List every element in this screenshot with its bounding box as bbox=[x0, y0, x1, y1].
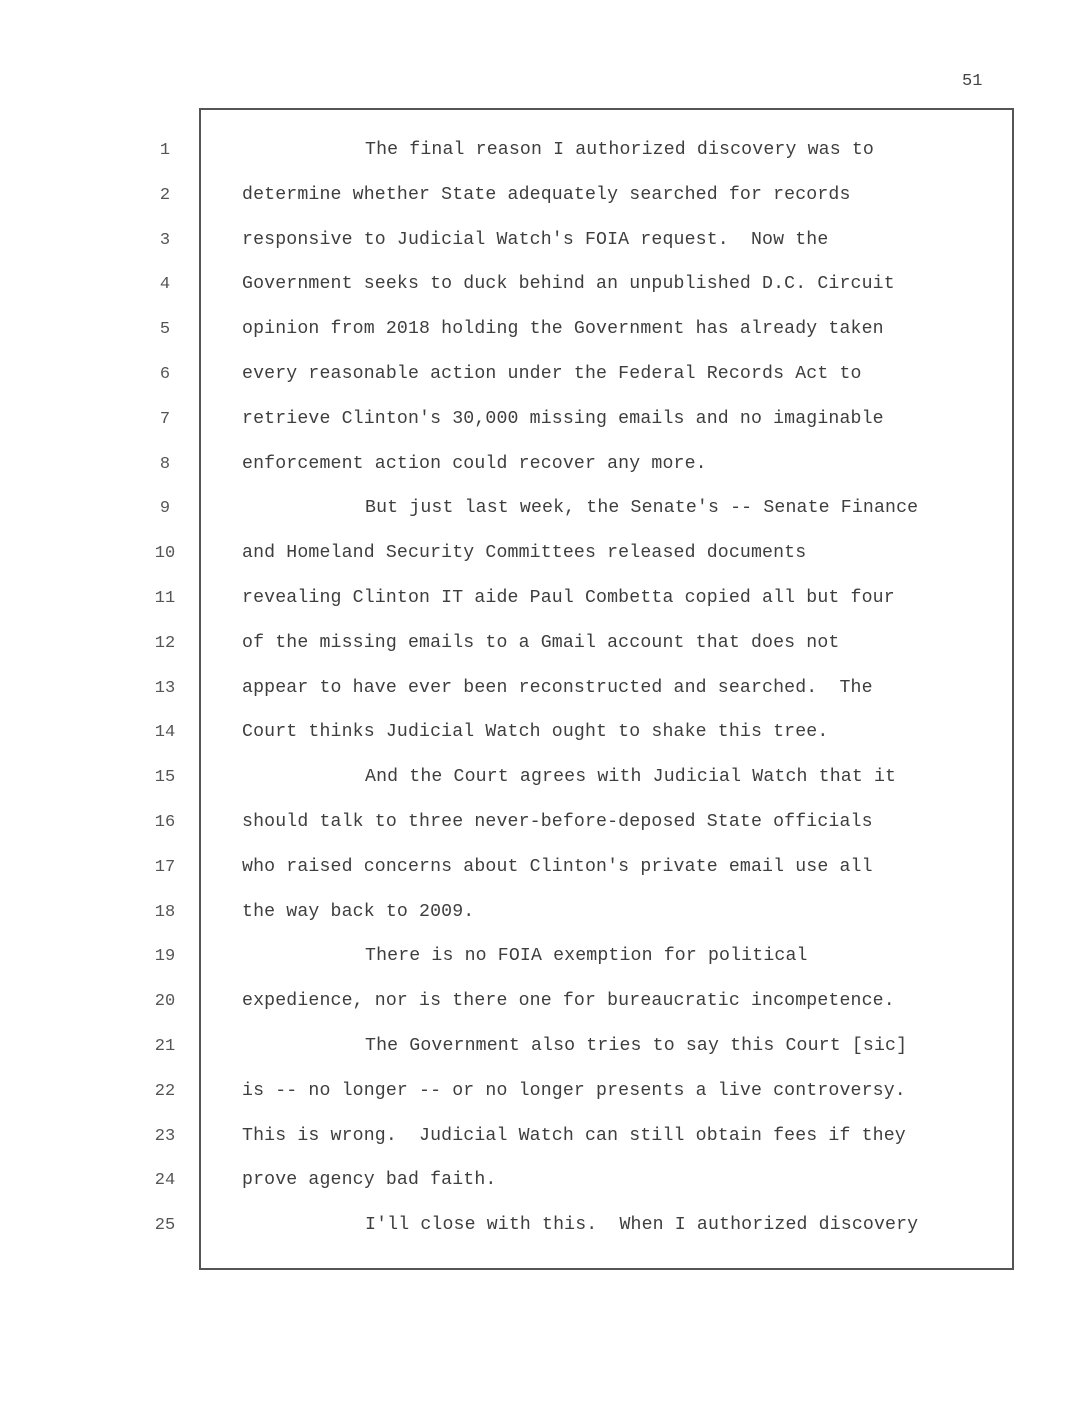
transcript-line: And the Court agrees with Judicial Watch that it bbox=[365, 767, 897, 788]
transcript-line: revealing Clinton IT aide Paul Combetta copied all but four bbox=[242, 588, 895, 608]
transcript-line: is -- no longer -- or no longer presents a live controversy. bbox=[242, 1080, 906, 1101]
transcript-line: responsive to Judicial Watch's FOIA request. Now the bbox=[242, 229, 829, 250]
line-number: 21 bbox=[154, 1037, 176, 1056]
transcript-line: Court thinks Judicial Watch ought to shake this tree. bbox=[242, 722, 829, 743]
line-number: 25 bbox=[154, 1216, 176, 1236]
line-number: 17 bbox=[154, 857, 176, 877]
transcript-line: retrieve Clinton's 30,000 missing emails and no imaginable bbox=[242, 408, 884, 429]
transcript-line: enforcement action could recover any more. bbox=[242, 453, 707, 474]
transcript-line: The final reason I authorized discovery was to bbox=[365, 140, 874, 160]
line-number: 19 bbox=[154, 947, 176, 967]
line-number: 8 bbox=[159, 454, 171, 474]
transcript-line: of the missing emails to a Gmail account that does not bbox=[242, 632, 840, 653]
line-number: 20 bbox=[154, 992, 176, 1012]
line-number: 5 bbox=[159, 320, 171, 340]
transcript-line: and Homeland Security Committees released documents bbox=[242, 543, 807, 564]
transcript-line: should talk to three never-before-deposed State officials bbox=[242, 812, 873, 832]
line-number: 11 bbox=[154, 589, 176, 608]
line-number: 7 bbox=[159, 409, 171, 429]
transcript-line: determine whether State adequately searched for records bbox=[242, 184, 851, 205]
transcript-line: expedience, nor is there one for bureaucratic incompetence. bbox=[242, 991, 895, 1012]
transcript-line: I'll close with this. When I authorized discovery bbox=[365, 1215, 919, 1236]
transcript-line: every reasonable action under the Federal Records Act to bbox=[242, 364, 862, 384]
transcript-line: opinion from 2018 holding the Government has already taken bbox=[242, 319, 884, 340]
line-number: 18 bbox=[154, 902, 176, 922]
transcript-line: Government seeks to duck behind an unpublished D.C. Circuit bbox=[242, 274, 895, 295]
transcript-line: The Government also tries to say this Court [sic] bbox=[365, 1036, 908, 1056]
line-number: 4 bbox=[159, 275, 171, 295]
transcript-line: This is wrong. Judicial Watch can still obtain fees if they bbox=[242, 1125, 906, 1146]
line-number: 6 bbox=[159, 365, 171, 384]
transcript-line: appear to have ever been reconstructed and searched. The bbox=[242, 677, 873, 698]
transcript-line: the way back to 2009. bbox=[242, 901, 475, 922]
page-number: 51 bbox=[962, 72, 983, 91]
line-number: 22 bbox=[154, 1081, 176, 1101]
transcript-line: There is no FOIA exemption for political bbox=[365, 946, 808, 967]
line-number: 2 bbox=[159, 185, 171, 205]
transcript-line: who raised concerns about Clinton's private email use all bbox=[242, 856, 873, 877]
line-number: 23 bbox=[154, 1126, 176, 1146]
transcript-line: prove agency bad faith. bbox=[242, 1170, 497, 1191]
transcript-line: But just last week, the Senate's -- Senate Finance bbox=[365, 498, 919, 519]
line-number: 9 bbox=[159, 499, 171, 519]
line-number: 15 bbox=[154, 768, 176, 788]
line-number: 3 bbox=[159, 230, 171, 250]
line-number: 1 bbox=[159, 141, 171, 160]
line-number: 13 bbox=[154, 678, 176, 698]
line-number: 14 bbox=[154, 723, 176, 743]
line-number: 10 bbox=[154, 544, 176, 564]
line-number: 16 bbox=[154, 813, 176, 832]
line-number: 24 bbox=[154, 1171, 176, 1191]
line-number: 12 bbox=[154, 633, 176, 653]
